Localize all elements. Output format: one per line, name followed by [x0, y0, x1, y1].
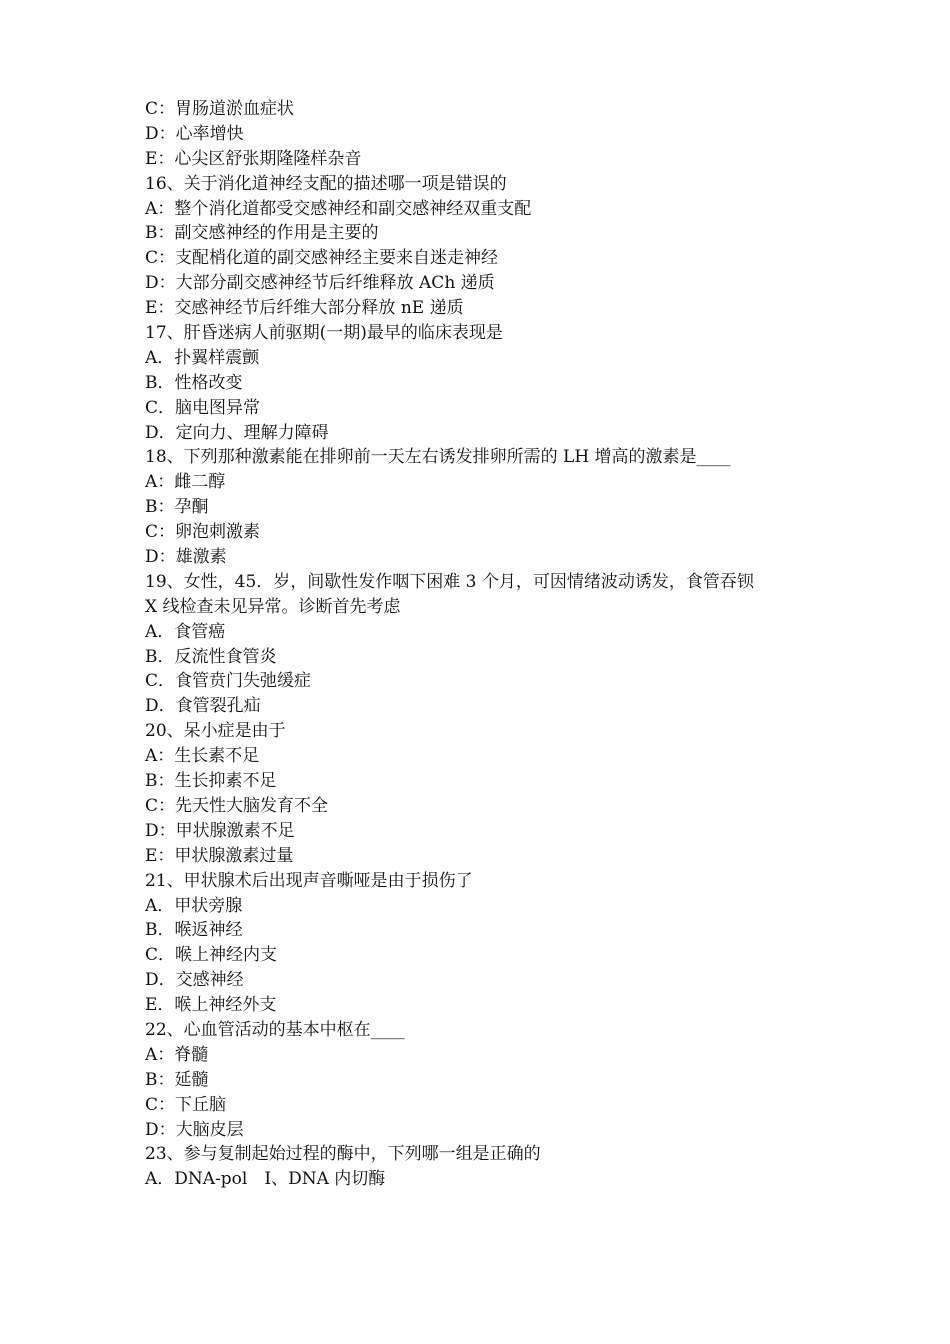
option-line: D：大部分副交感神经节后纤维释放 ACh 递质: [145, 273, 495, 294]
option-line: E：交感神经节后纤维大部分释放 nE 递质: [145, 298, 464, 319]
option-line: A：整个消化道都受交感神经和副交感神经双重支配: [145, 198, 532, 219]
question-19: 19、女性，45．岁，间歇性发作咽下困难 3 个月，可因情绪波动诱发，食管吞钡: [145, 571, 754, 592]
option-line: E：心尖区舒张期隆隆样杂音: [145, 148, 362, 169]
question-20: 20、呆小症是由于: [145, 721, 286, 742]
option-line: D：心率增快: [145, 123, 244, 144]
option-line: A．DNA-pol I、DNA 内切酶: [145, 1169, 386, 1190]
option-line: B．反流性食管炎: [145, 646, 277, 667]
option-line: D．定向力、理解力障碍: [145, 422, 329, 443]
question-22: 22、心血管活动的基本中枢在____: [145, 1019, 405, 1040]
option-line: A：雌二醇: [145, 472, 226, 493]
option-line: D：雄激素: [145, 547, 227, 568]
option-line: D：大脑皮层: [145, 1119, 244, 1140]
option-line: A：脊髓: [145, 1044, 209, 1065]
option-line: C：支配梢化道的副交感神经主要来自迷走神经: [145, 248, 499, 269]
question-21: 21、甲状腺术后出现声音嘶哑是由于损伤了: [145, 870, 473, 891]
option-line: B：延髓: [145, 1069, 209, 1090]
option-line: D．交感神经: [145, 970, 244, 991]
question-23: 23、参与复制起始过程的酶中，下列哪一组是正确的: [145, 1144, 541, 1165]
option-line: B．喉返神经: [145, 920, 243, 941]
option-line: C．脑电图异常: [145, 397, 261, 418]
option-line: D：甲状腺激素不足: [145, 820, 295, 841]
option-line: A．甲状旁腺: [145, 895, 243, 916]
option-line: C：下丘脑: [145, 1094, 227, 1115]
option-line: B：生长抑素不足: [145, 771, 277, 792]
option-line: A：生长素不足: [145, 746, 260, 767]
option-line: D．食管裂孔疝: [145, 696, 261, 717]
option-line: B．性格改变: [145, 372, 243, 393]
document-body: [145, 97, 825, 1192]
question-18: 18、下列那种激素能在排卵前一天左右诱发排卵所需的 LH 增高的激素是____: [145, 447, 731, 468]
option-line: A．食管癌: [145, 621, 226, 642]
option-line: E．喉上神经外支: [145, 995, 277, 1016]
question-19-continued: X 线检查未见异常。诊断首先考虑: [145, 596, 401, 617]
option-line: C：先天性大脑发育不全: [145, 795, 329, 816]
option-line: B：副交感神经的作用是主要的: [145, 223, 379, 244]
option-line: A．扑翼样震颤: [145, 347, 260, 368]
question-17: 17、肝昏迷病人前驱期(一期)最早的临床表现是: [145, 323, 503, 344]
option-line: E：甲状腺激素过量: [145, 845, 294, 866]
option-line: C：胃肠道淤血症状: [145, 99, 295, 119]
option-line: B：孕酮: [145, 497, 209, 518]
option-line: C．喉上神经内支: [145, 945, 278, 966]
question-16: 16、关于消化道神经支配的描述哪一项是错误的: [145, 173, 507, 194]
option-line: C．食管贲门失弛缓症: [145, 671, 312, 692]
option-line: C：卵泡刺激素: [145, 522, 261, 543]
